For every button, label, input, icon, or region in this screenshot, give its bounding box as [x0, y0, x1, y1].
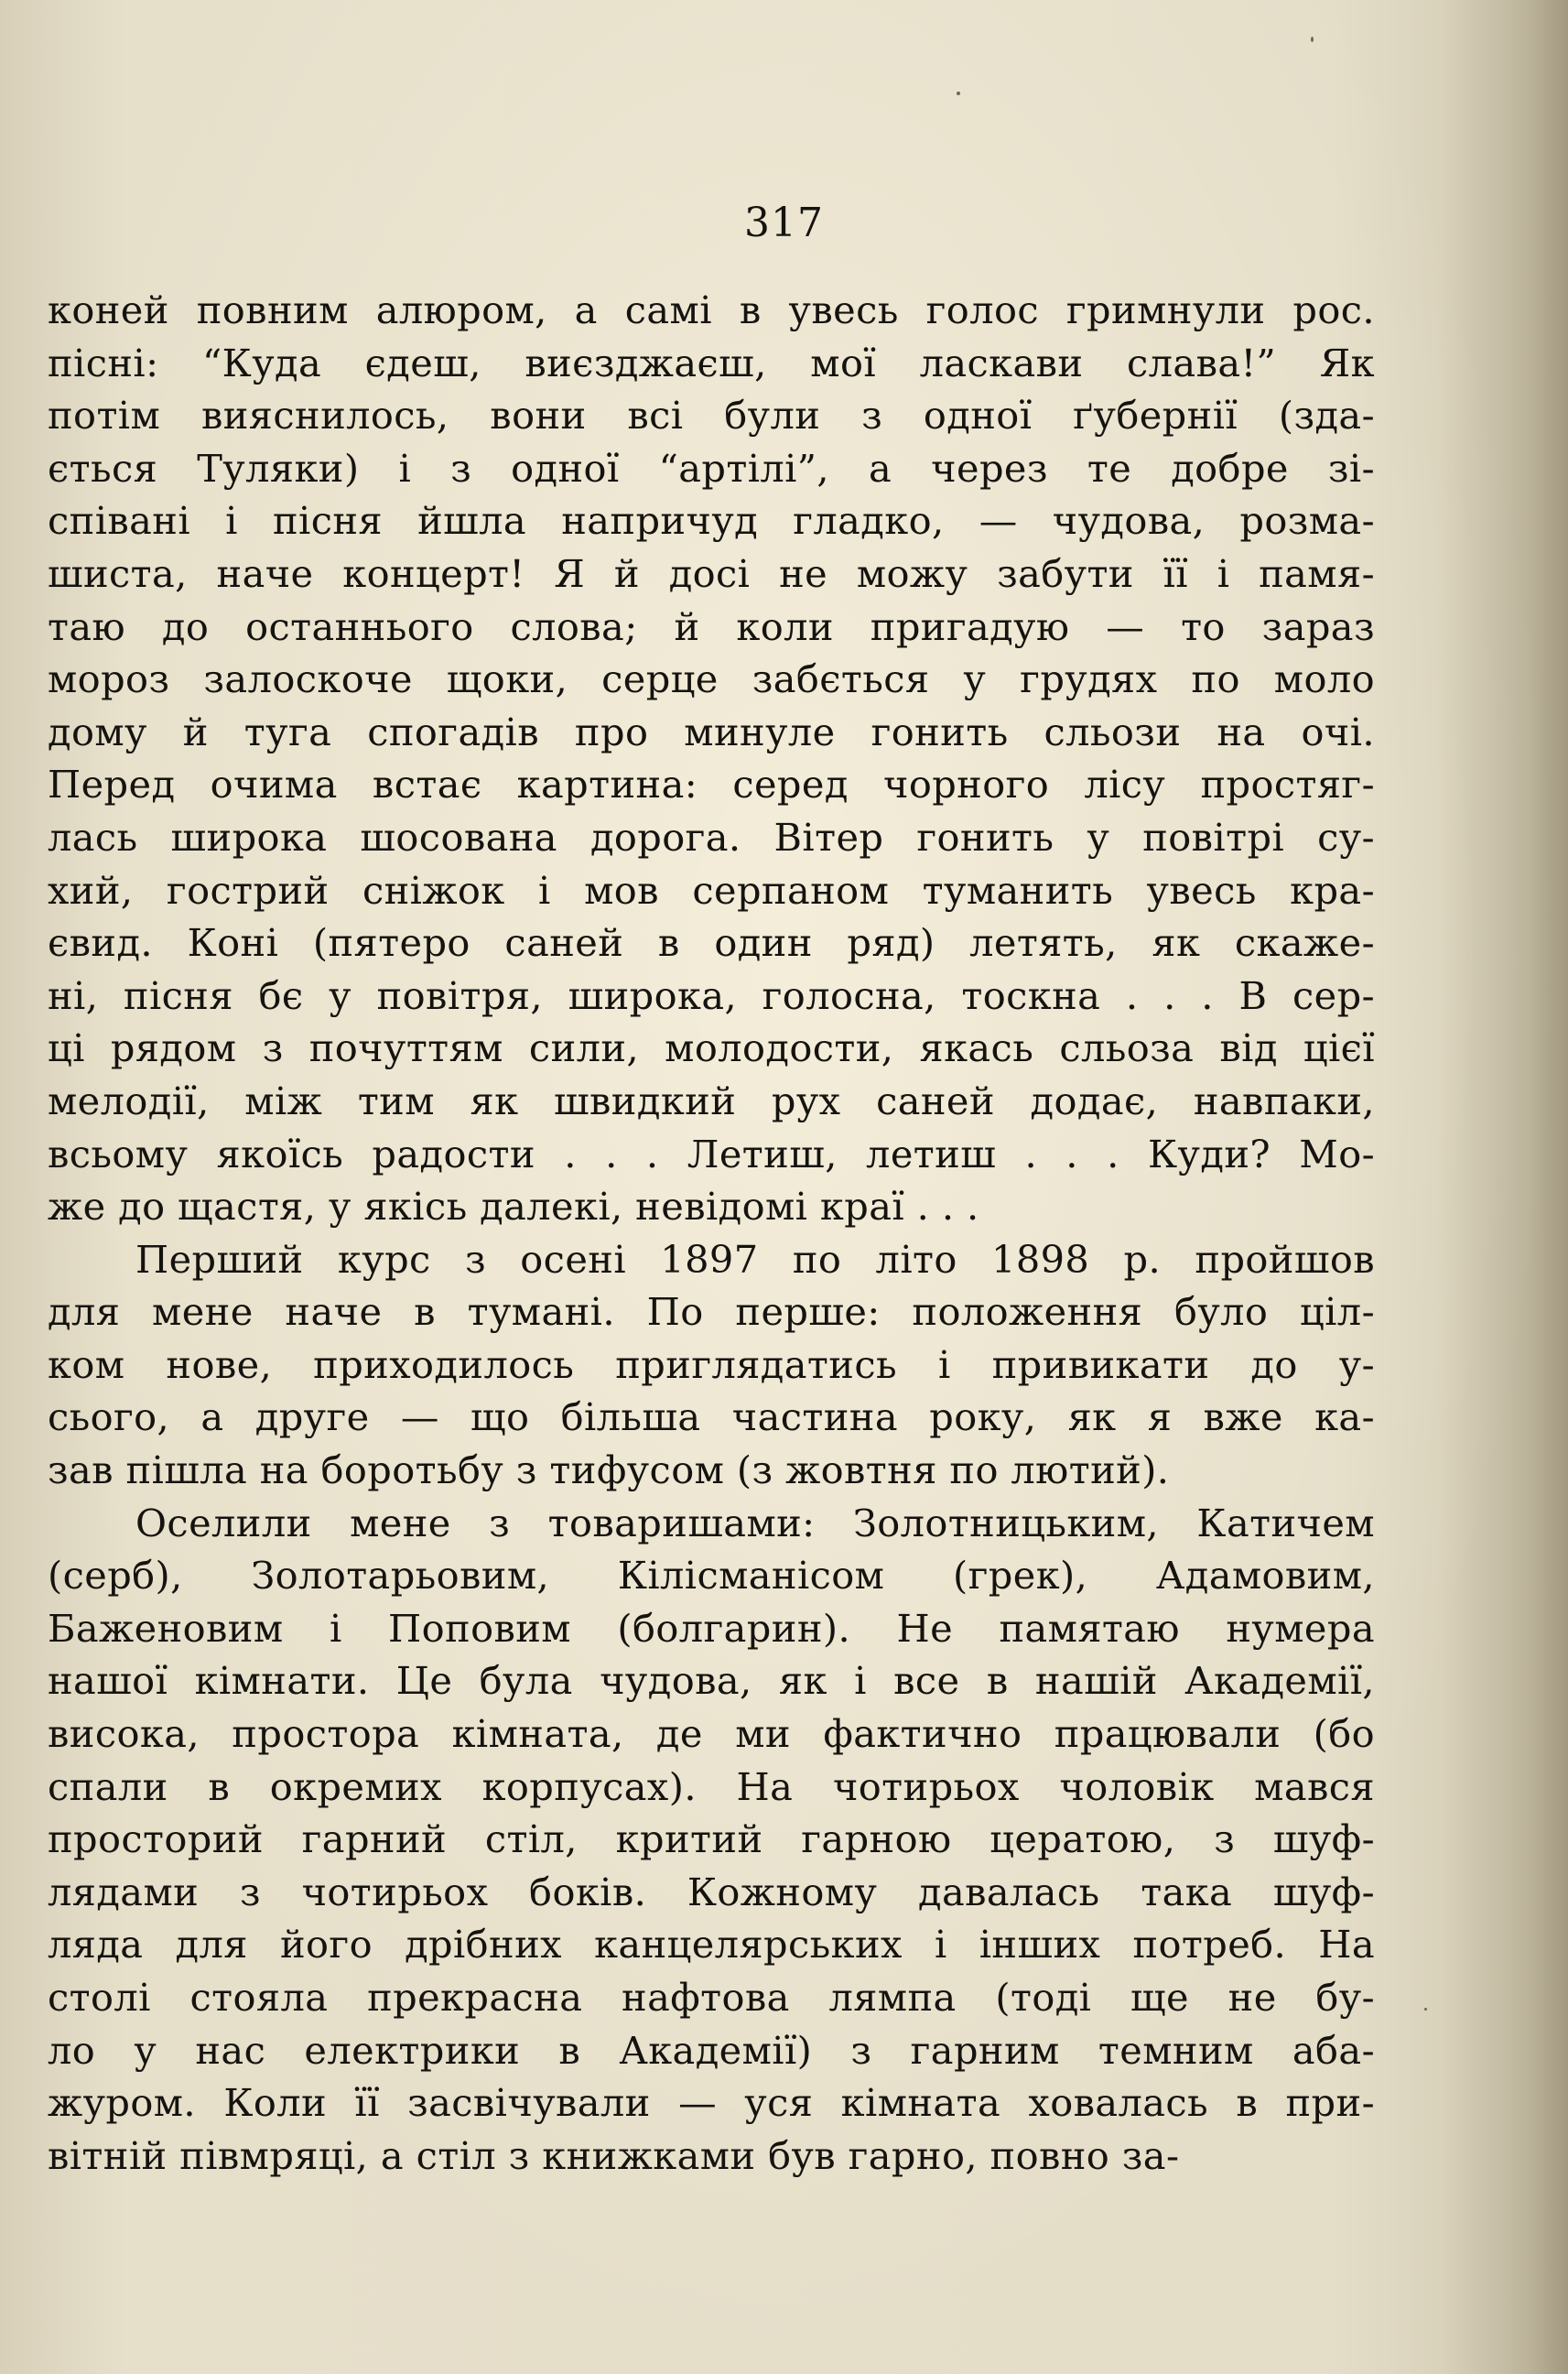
text-line: спали в окремих корпусах). На чотирьох чоловік мався [48, 1763, 1375, 1809]
text-line: мороз залоскоче щоки, серце забється у грудях по моло [48, 656, 1375, 702]
paragraph [48, 284, 1375, 1233]
text-line: мелодії, між тим як швидкий рух саней додає, навпаки, [48, 1078, 1375, 1123]
text-line: потім вияснилось, вони всі були з одної ґубернії (зда- [48, 393, 1375, 439]
text-line: нашої кімнати. Це була чудова, як і все в нашій Академії, [48, 1658, 1375, 1704]
text-line: Баженовим і Поповим (болгарин). Не памятаю нумера [48, 1605, 1375, 1651]
paragraph [48, 1233, 1375, 1497]
paper-speck [1311, 37, 1314, 42]
text-line: зав пішла на боротьбу з тифусом (з жовтня по лютий). [48, 1447, 1170, 1493]
text-line: хий, гострий сніжок і мов серпаном туманить увесь кра- [48, 867, 1375, 913]
text-line: просторий гарний стіл, критий гарною цератою, з шуф- [48, 1816, 1375, 1862]
text-line: шиста, наче концерт! Я й досі не можу забути її і памя- [48, 550, 1375, 596]
text-line: таю до останнього слова; й коли пригадую — то зараз [48, 603, 1375, 649]
text-line: столі стояла прекрасна нафтова лямпа (тоді ще не бу- [48, 1975, 1375, 2020]
page-number: 317 [744, 200, 824, 246]
text-line: висока, простора кімната, де ми фактично працювали (бо [48, 1711, 1375, 1757]
text-line: ком нове, приходилось приглядатись і привикати до у- [48, 1341, 1375, 1387]
text-line: дому й туга спогадів про минуле гонить сльози на очі. [48, 709, 1375, 754]
text-line: співані і пісня йшла напричуд гладко, — чудова, розма- [48, 498, 1375, 544]
text-line: коней повним алюром, а самі в увесь голос гримнули рос. [48, 287, 1375, 332]
text-line: Перед очима встає картина: серед чорного лісу простяг- [48, 762, 1375, 808]
text-line: сього, а друге — що більша частина року, як я вже ка- [48, 1394, 1375, 1440]
text-line: Оселили мене з товаришами: Золотницьким, Катичем [135, 1500, 1375, 1545]
text-line: ється Туляки) і з одної “артілі”, а через те добре зі- [48, 445, 1375, 491]
paragraph [48, 1497, 1375, 2183]
text-line: лядами з чотирьох боків. Кожному давалась така шуф- [48, 1869, 1375, 1914]
text-line: ні, пісня бє у повітря, широка, голосна, тоскна . . . В сер- [48, 972, 1375, 1018]
text-line: (серб), Золотарьовим, Кілісманісом (грек), Адамовим, [48, 1553, 1375, 1599]
text-line: журом. Коли її засвічували — уся кімната ховалась в при- [48, 2080, 1375, 2126]
text-line: лась широка шосована дорога. Вітер гонить у повітрі су- [48, 814, 1375, 860]
text-line: пісні: “Куда єдеш, виєзджаєш, мої ласкави слава!” Як [48, 340, 1375, 385]
body-text [48, 284, 1375, 2182]
text-line: вітній півмряці, а стіл з книжками був гарно, повно за- [48, 2132, 1180, 2178]
text-line: ляда для його дрібних канцелярських і інших потреб. На [48, 1922, 1375, 1967]
text-line: євид. Коні (пятеро саней в один ряд) летять, як скаже- [48, 920, 1375, 966]
paper-speck [1424, 2008, 1427, 2011]
text-line: ло у нас електрики в Академії) з гарним темним аба- [48, 2027, 1375, 2073]
text-line: же до щастя, у якісь далекі, невідомі краї . . . [48, 1184, 979, 1230]
page-binding-shadow [1440, 0, 1568, 2374]
text-line: ці рядом з почуттям сили, молодости, якась сльоза від цієї [48, 1025, 1375, 1071]
text-line: всьому якоїсь радости . . . Летиш, летиш . . . Куди? Мо- [48, 1131, 1375, 1176]
paper-speck [957, 92, 960, 95]
text-line: Перший курс з осені 1897 по літо 1898 р. пройшов [135, 1236, 1375, 1282]
text-line: для мене наче в тумані. По перше: положення було ціл- [48, 1289, 1375, 1335]
